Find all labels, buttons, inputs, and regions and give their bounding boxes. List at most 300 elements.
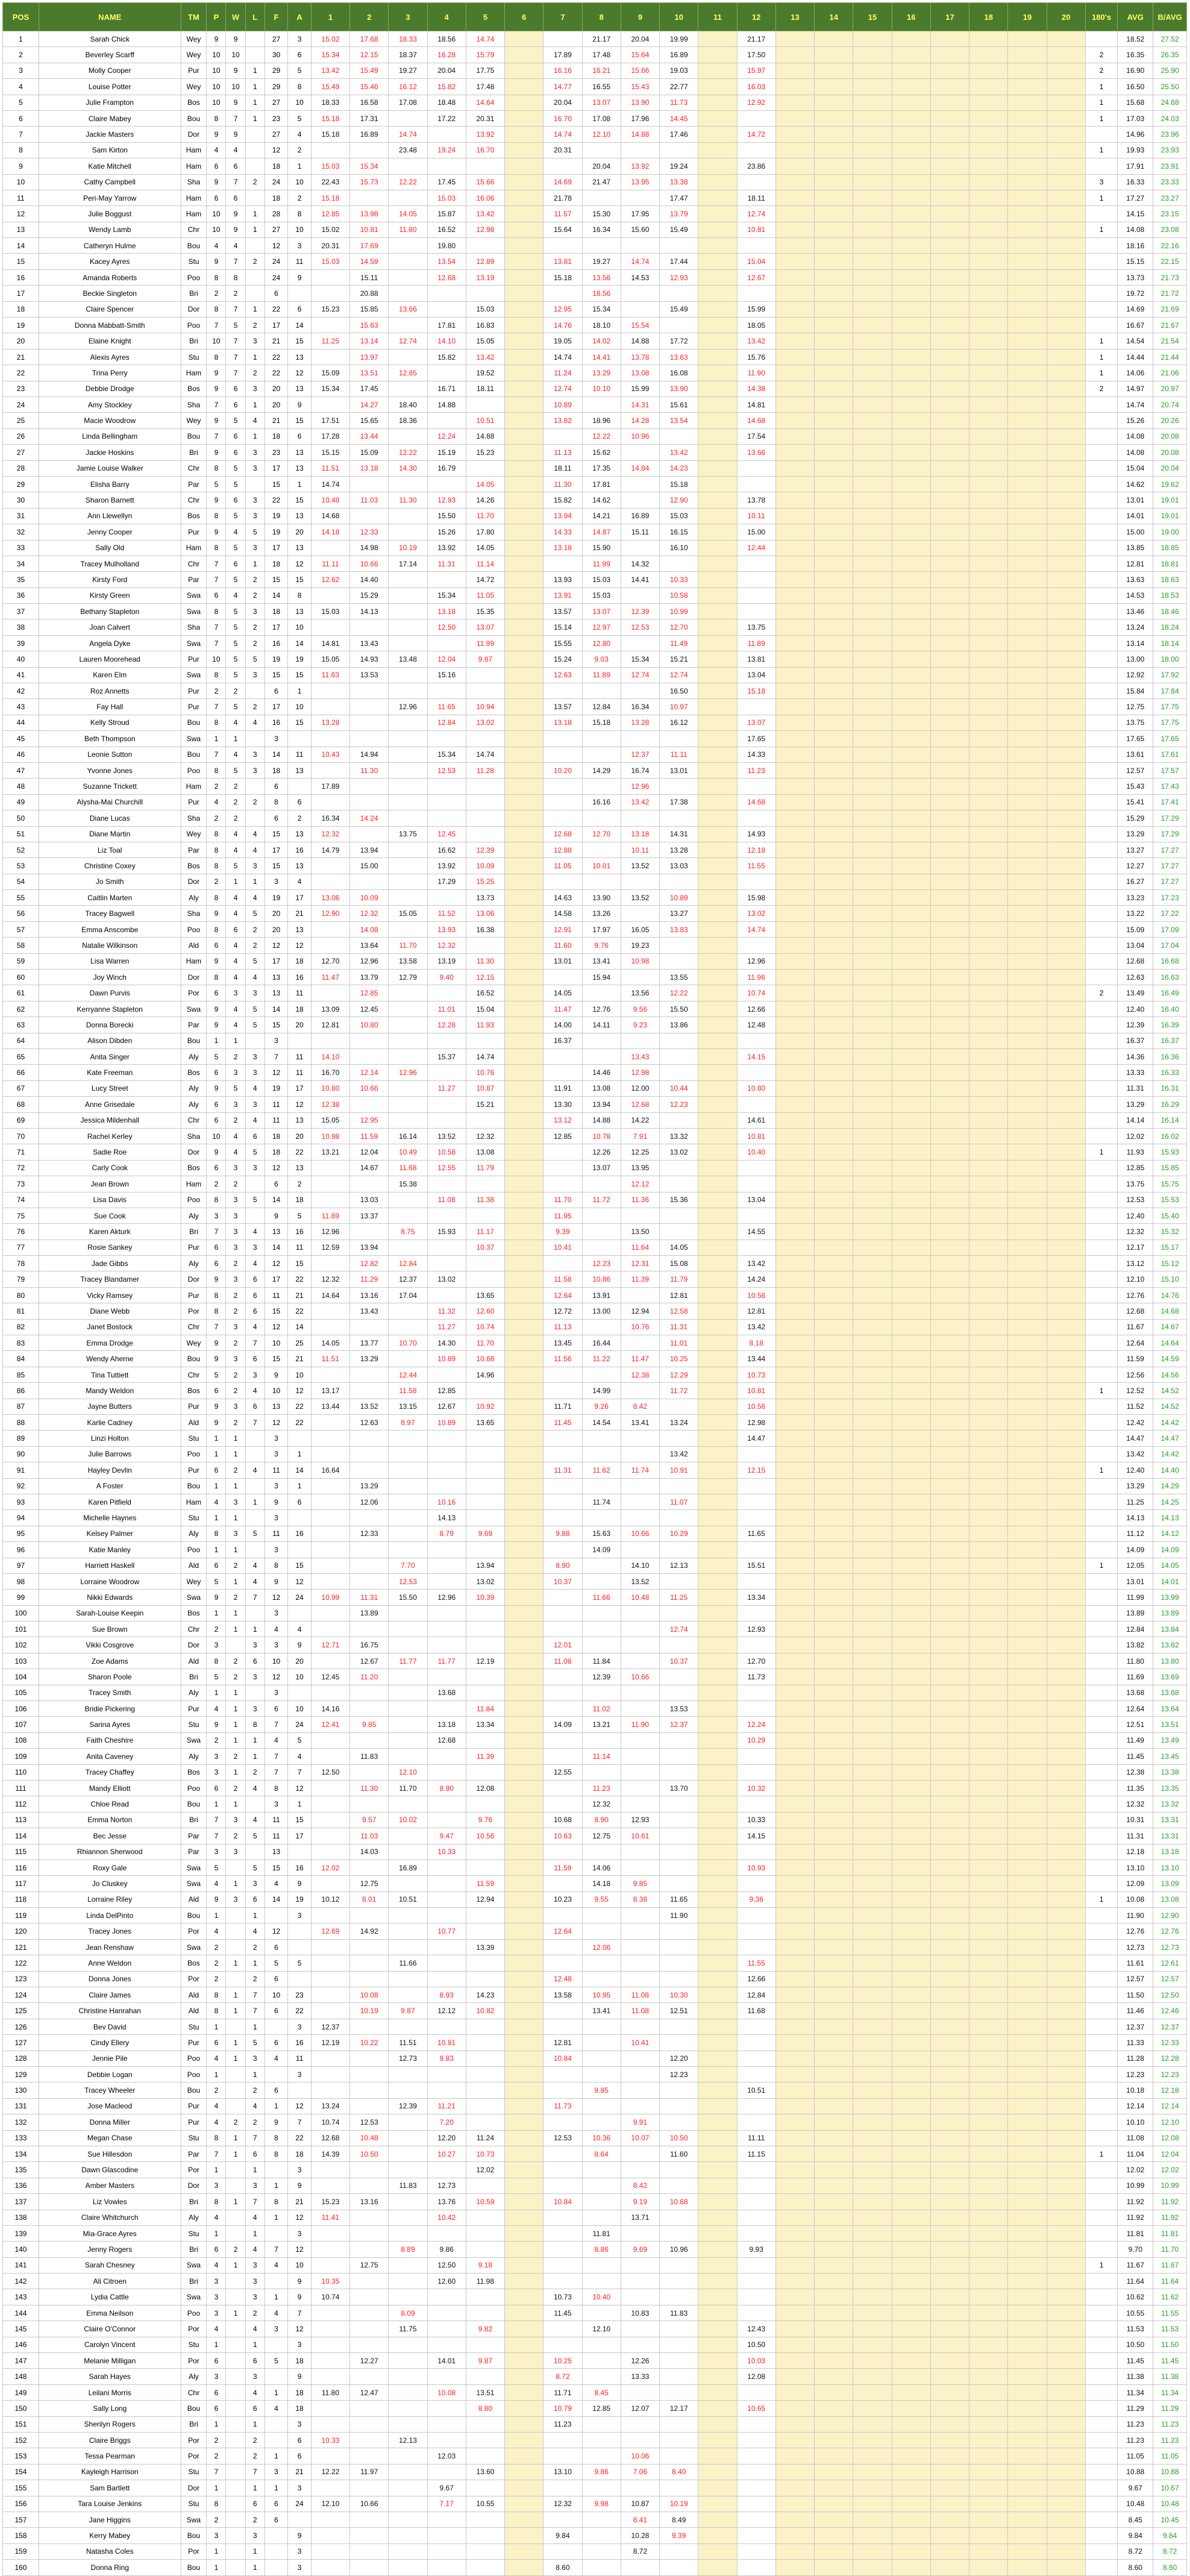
cell-week-9 (621, 1431, 659, 1446)
cell-pos: 17 (3, 286, 39, 301)
cell-a: 13 (288, 460, 312, 476)
cell-r180 (1085, 1590, 1118, 1605)
cell-bavg: 11.67 (1153, 2257, 1187, 2273)
cell-bavg: 13.31 (1153, 1812, 1187, 1828)
cell-week-20 (1047, 2289, 1085, 2305)
cell-f: 19 (265, 508, 288, 524)
cell-week-5 (466, 1764, 504, 1780)
column-header[interactable]: 14 (815, 3, 853, 31)
cell-p: 9 (207, 1590, 226, 1605)
column-header[interactable]: NAME (39, 3, 181, 31)
cell-tm: Bri (181, 2274, 207, 2289)
cell-week-20 (1047, 1097, 1085, 1112)
cell-week-16 (892, 1208, 930, 1223)
cell-l: 7 (245, 2130, 265, 2146)
cell-week-4: 13.68 (427, 1685, 466, 1700)
cell-week-11 (698, 810, 737, 826)
cell-week-13 (775, 1049, 814, 1065)
cell-week-6 (505, 286, 543, 301)
cell-week-4: 13.92 (427, 858, 466, 874)
cell-week-8: 13.07 (582, 1160, 621, 1176)
cell-p: 9 (207, 445, 226, 460)
cell-r180 (1085, 31, 1118, 47)
cell-p: 5 (207, 1573, 226, 1589)
column-header[interactable]: 2 (350, 3, 389, 31)
cell-pos: 69 (3, 1112, 39, 1128)
cell-week-1 (311, 1542, 349, 1558)
column-header[interactable]: 16 (892, 3, 930, 31)
cell-l: 3 (245, 1097, 265, 1112)
cell-week-6 (505, 1319, 543, 1335)
cell-l: 3 (245, 1876, 265, 1891)
cell-week-18 (969, 1780, 1008, 1796)
cell-week-7: 11.23 (543, 2416, 582, 2432)
cell-week-13 (775, 826, 814, 842)
cell-week-14 (815, 747, 853, 762)
cell-a: 7 (288, 1764, 312, 1780)
cell-week-1 (311, 2305, 349, 2321)
cell-week-16 (892, 428, 930, 444)
cell-week-8: 16.44 (582, 1335, 621, 1351)
cell-week-1: 12.02 (311, 1860, 349, 1875)
cell-week-9: 13.71 (621, 2210, 659, 2225)
cell-week-7: 20.04 (543, 95, 582, 110)
column-header[interactable]: 15 (853, 3, 892, 31)
cell-w: 3 (226, 1271, 245, 1287)
cell-week-3 (389, 1828, 427, 1844)
cell-week-15 (853, 2416, 892, 2432)
cell-week-3: 11.70 (389, 938, 427, 953)
cell-week-1: 12.37 (311, 2019, 349, 2034)
cell-week-4 (427, 1367, 466, 1382)
cell-week-9: 9.19 (621, 2194, 659, 2210)
cell-week-16 (892, 1256, 930, 1271)
cell-week-14 (815, 2448, 853, 2464)
cell-week-13 (775, 301, 814, 317)
cell-week-16 (892, 1239, 930, 1255)
cell-week-4 (427, 1478, 466, 1494)
cell-week-3: 18.40 (389, 396, 427, 412)
cell-week-15 (853, 1256, 892, 1271)
cell-week-5: 12.94 (466, 1891, 504, 1907)
column-header[interactable]: 5 (466, 3, 504, 31)
column-header[interactable]: A (288, 3, 312, 31)
cell-p: 6 (207, 1462, 226, 1478)
cell-week-6 (505, 1669, 543, 1685)
cell-week-16 (892, 2432, 930, 2448)
cell-week-4 (427, 1287, 466, 1303)
column-header[interactable]: 4 (427, 3, 466, 31)
column-header[interactable]: 1 (311, 3, 349, 31)
column-header[interactable]: 7 (543, 3, 582, 31)
cell-week-16 (892, 206, 930, 222)
cell-tm: Chr (181, 1112, 207, 1128)
cell-week-3 (389, 2082, 427, 2098)
cell-w: 1 (226, 1685, 245, 1700)
cell-week-11 (698, 1446, 737, 1462)
table-row (3, 2289, 1187, 2305)
column-header[interactable]: 12 (737, 3, 775, 31)
cell-week-1: 12.85 (311, 206, 349, 222)
cell-week-6 (505, 476, 543, 492)
cell-week-15 (853, 1590, 892, 1605)
cell-tm: Chr (181, 2384, 207, 2400)
cell-week-10: 19.99 (660, 31, 698, 47)
cell-tm: Pur (181, 2114, 207, 2130)
cell-week-15 (853, 1573, 892, 1589)
cell-w (226, 2225, 245, 2241)
cell-week-15 (853, 47, 892, 63)
cell-week-10 (660, 2448, 698, 2464)
cell-avg: 12.38 (1118, 1764, 1153, 1780)
cell-week-18 (969, 1526, 1008, 1541)
cell-tm: Bou (181, 1478, 207, 1494)
cell-week-16 (892, 540, 930, 556)
cell-week-3 (389, 619, 427, 635)
cell-week-8: 9.03 (582, 651, 621, 667)
cell-a: 12 (288, 556, 312, 571)
cell-week-11 (698, 858, 737, 874)
column-header[interactable]: 10 (660, 3, 698, 31)
cell-pos: 43 (3, 699, 39, 715)
cell-r180 (1085, 476, 1118, 492)
cell-week-15 (853, 1383, 892, 1399)
cell-week-20 (1047, 1558, 1085, 1573)
column-header[interactable]: 8 (582, 3, 621, 31)
cell-l: 4 (245, 1224, 265, 1239)
cell-week-5: 10.56 (466, 1828, 504, 1844)
cell-avg: 11.08 (1118, 2130, 1153, 2146)
cell-week-11 (698, 2114, 737, 2130)
cell-f: 1 (265, 2289, 288, 2305)
cell-week-4: 11.27 (427, 1319, 466, 1335)
cell-name: Karen Pitfield (39, 1494, 181, 1509)
cell-week-11 (698, 779, 737, 794)
cell-week-10: 15.03 (660, 508, 698, 524)
cell-r180 (1085, 2162, 1118, 2178)
cell-week-18 (969, 1908, 1008, 1923)
column-header[interactable]: AVG (1118, 3, 1153, 31)
cell-week-20 (1047, 2257, 1085, 2273)
cell-a: 14 (288, 635, 312, 651)
cell-week-20 (1047, 794, 1085, 810)
cell-week-8: 11.81 (582, 2225, 621, 2241)
cell-week-14 (815, 1287, 853, 1303)
cell-week-2: 13.79 (350, 970, 389, 985)
cell-week-5: 17.75 (466, 63, 504, 78)
cell-week-10: 10.68 (660, 2194, 698, 2210)
cell-week-11 (698, 269, 737, 285)
cell-r180 (1085, 301, 1118, 317)
cell-week-3 (389, 2274, 427, 2289)
cell-week-1 (311, 286, 349, 301)
cell-week-1: 12.32 (311, 1271, 349, 1287)
cell-name: Vicky Ramsey (39, 1287, 181, 1303)
column-header[interactable]: 180's (1085, 3, 1118, 31)
cell-week-2: 13.29 (350, 1351, 389, 1367)
column-header[interactable]: 17 (930, 3, 969, 31)
cell-f: 8 (265, 1558, 288, 1573)
cell-week-5 (466, 1908, 504, 1923)
cell-bavg: 15.32 (1153, 1224, 1187, 1239)
cell-week-7: 11.31 (543, 1462, 582, 1478)
cell-week-9 (621, 731, 659, 747)
cell-bavg: 16.39 (1153, 1017, 1187, 1033)
cell-week-4 (427, 2401, 466, 2416)
cell-tm: Aly (181, 890, 207, 906)
cell-week-7 (543, 2432, 582, 2448)
cell-week-10 (660, 1637, 698, 1653)
cell-a: 10 (288, 1669, 312, 1685)
cell-week-15 (853, 2401, 892, 2416)
cell-week-8: 11.22 (582, 1351, 621, 1367)
cell-r180 (1085, 1717, 1118, 1732)
column-header[interactable]: L (245, 3, 265, 31)
cell-p: 8 (207, 921, 226, 937)
cell-pos: 138 (3, 2210, 39, 2225)
cell-r180: 2 (1085, 63, 1118, 78)
cell-week-20 (1047, 1001, 1085, 1017)
cell-week-12 (737, 1637, 775, 1653)
cell-week-7: 11.47 (543, 1001, 582, 1017)
cell-avg: 12.02 (1118, 1128, 1153, 1144)
cell-week-13 (775, 1256, 814, 1271)
cell-bavg: 16.68 (1153, 953, 1187, 969)
cell-week-20 (1047, 826, 1085, 842)
cell-week-17 (930, 286, 969, 301)
cell-bavg: 14.42 (1153, 1414, 1187, 1430)
cell-r180 (1085, 1908, 1118, 1923)
cell-p: 8 (207, 970, 226, 985)
cell-w: 4 (226, 890, 245, 906)
cell-week-12: 13.81 (737, 651, 775, 667)
cell-week-8: 14.54 (582, 1414, 621, 1430)
column-header[interactable]: 18 (969, 3, 1008, 31)
cell-week-4: 11.08 (427, 1192, 466, 1208)
cell-week-20 (1047, 1176, 1085, 1192)
cell-week-4 (427, 2464, 466, 2480)
cell-week-7: 13.57 (543, 604, 582, 619)
cell-week-7: 9.39 (543, 1224, 582, 1239)
cell-week-3 (389, 2289, 427, 2305)
column-header[interactable]: POS (3, 3, 39, 31)
cell-week-8: 11.23 (582, 1780, 621, 1796)
cell-w: 5 (226, 460, 245, 476)
cell-week-2: 12.15 (350, 47, 389, 63)
table-row (3, 1065, 1187, 1080)
cell-a: 13 (288, 540, 312, 556)
cell-week-12 (737, 1510, 775, 1526)
cell-week-13 (775, 985, 814, 1001)
cell-week-15 (853, 1017, 892, 1033)
cell-avg: 16.90 (1118, 63, 1153, 78)
cell-week-9 (621, 588, 659, 603)
column-header[interactable]: 13 (775, 3, 814, 31)
cell-week-8 (582, 2178, 621, 2193)
column-header[interactable]: 19 (1008, 3, 1047, 31)
cell-f: 3 (265, 1605, 288, 1621)
cell-week-1: 10.99 (311, 1590, 349, 1605)
cell-week-7: 13.81 (543, 254, 582, 269)
cell-r180 (1085, 762, 1118, 778)
cell-name: Anita Singer (39, 1049, 181, 1065)
cell-w: 1 (226, 2194, 245, 2210)
cell-a: 6 (288, 301, 312, 317)
cell-week-12 (737, 286, 775, 301)
cell-week-14 (815, 604, 853, 619)
cell-week-7 (543, 2162, 582, 2178)
cell-week-1 (311, 2242, 349, 2257)
cell-a: 11 (288, 747, 312, 762)
cell-week-16 (892, 2369, 930, 2384)
cell-tm: Ham (181, 158, 207, 174)
cell-week-6 (505, 2098, 543, 2114)
cell-a (288, 1033, 312, 1048)
cell-week-2 (350, 2225, 389, 2241)
table-row (3, 1335, 1187, 1351)
cell-week-19 (1008, 238, 1047, 254)
cell-r180 (1085, 2194, 1118, 2210)
cell-week-3: 12.39 (389, 2098, 427, 2114)
cell-w (226, 2337, 245, 2352)
cell-week-14 (815, 1971, 853, 1987)
cell-name: Lydia Cattle (39, 2289, 181, 2305)
cell-week-17 (930, 2274, 969, 2289)
cell-week-16 (892, 2035, 930, 2051)
cell-name: Hayley Devlin (39, 1462, 181, 1478)
cell-week-6 (505, 1383, 543, 1399)
column-header[interactable]: 3 (389, 3, 427, 31)
column-header[interactable]: 11 (698, 3, 737, 31)
cell-pos: 154 (3, 2464, 39, 2480)
cell-l: 2 (245, 174, 265, 190)
cell-week-15 (853, 1891, 892, 1907)
cell-bavg: 12.23 (1153, 2067, 1187, 2082)
cell-week-6 (505, 1080, 543, 1096)
cell-p: 2 (207, 1939, 226, 1955)
cell-week-16 (892, 1176, 930, 1192)
cell-week-8: 17.08 (582, 110, 621, 126)
cell-week-12: 10.56 (737, 1399, 775, 1414)
cell-week-18 (969, 1796, 1008, 1812)
cell-bavg: 17.43 (1153, 779, 1187, 794)
cell-week-16 (892, 254, 930, 269)
cell-a: 3 (288, 2337, 312, 2352)
cell-week-10: 14.45 (660, 110, 698, 126)
cell-a: 18 (288, 2353, 312, 2369)
cell-week-1: 15.03 (311, 604, 349, 619)
cell-week-9 (621, 2067, 659, 2082)
cell-avg: 13.89 (1118, 1605, 1153, 1621)
cell-name: Joan Calvert (39, 619, 181, 635)
cell-week-7: 15.14 (543, 619, 582, 635)
cell-week-15 (853, 2210, 892, 2225)
column-header[interactable]: 9 (621, 3, 659, 31)
cell-week-17 (930, 2448, 969, 2464)
cell-week-19 (1008, 1431, 1047, 1446)
column-header[interactable]: P (207, 3, 226, 31)
cell-week-10: 10.97 (660, 699, 698, 715)
cell-week-15 (853, 747, 892, 762)
cell-week-18 (969, 1303, 1008, 1319)
cell-pos: 4 (3, 79, 39, 95)
cell-a: 25 (288, 1335, 312, 1351)
cell-pos: 85 (3, 1367, 39, 1382)
cell-name: Karen Elm (39, 667, 181, 683)
cell-bavg: 21.44 (1153, 349, 1187, 365)
cell-week-19 (1008, 953, 1047, 969)
column-header[interactable]: F (265, 3, 288, 31)
cell-week-18 (969, 1573, 1008, 1589)
cell-week-8 (582, 2067, 621, 2082)
cell-name: Anne Weldon (39, 1955, 181, 1971)
cell-week-18 (969, 715, 1008, 730)
table-row (3, 238, 1187, 254)
column-header[interactable]: 20 (1047, 3, 1085, 31)
cell-week-16 (892, 938, 930, 953)
cell-week-17 (930, 222, 969, 237)
cell-r180 (1085, 747, 1118, 762)
cell-tm: Stu (181, 254, 207, 269)
column-header[interactable]: TM (181, 3, 207, 31)
cell-week-15 (853, 1764, 892, 1780)
cell-week-15 (853, 1319, 892, 1335)
cell-week-15 (853, 31, 892, 47)
cell-week-10: 12.13 (660, 1558, 698, 1573)
table-row (3, 1812, 1187, 1828)
cell-week-19 (1008, 1112, 1047, 1128)
cell-tm: Aly (181, 1685, 207, 1700)
cell-week-18 (969, 1319, 1008, 1335)
cell-week-7: 13.93 (543, 572, 582, 588)
cell-week-16 (892, 890, 930, 906)
cell-p: 1 (207, 1478, 226, 1494)
cell-week-5 (466, 1446, 504, 1462)
cell-r180 (1085, 1446, 1118, 1462)
cell-p: 8 (207, 1987, 226, 2003)
cell-week-12 (737, 142, 775, 158)
cell-a: 3 (288, 2019, 312, 2034)
cell-a: 11 (288, 1239, 312, 1255)
table-row (3, 127, 1187, 142)
table-row (3, 2242, 1187, 2257)
cell-week-18 (969, 190, 1008, 205)
cell-name: Chloe Read (39, 1796, 181, 1812)
cell-week-19 (1008, 1844, 1047, 1860)
cell-week-17 (930, 349, 969, 365)
column-header[interactable]: W (226, 3, 245, 31)
cell-name: Tracey Blandamer (39, 1271, 181, 1287)
cell-week-8: 13.56 (582, 269, 621, 285)
cell-tm: Swa (181, 635, 207, 651)
cell-pos: 52 (3, 842, 39, 857)
cell-week-17 (930, 1908, 969, 1923)
cell-week-7: 15.82 (543, 492, 582, 508)
cell-a: 22 (288, 1271, 312, 1287)
column-header[interactable]: B/AVG (1153, 3, 1187, 31)
cell-week-9: 13.52 (621, 890, 659, 906)
table-row (3, 1446, 1187, 1462)
cell-week-5: 10.94 (466, 699, 504, 715)
cell-week-16 (892, 794, 930, 810)
cell-week-5: 18.11 (466, 381, 504, 396)
cell-a: 10 (288, 174, 312, 190)
cell-week-17 (930, 1192, 969, 1208)
cell-w: 4 (226, 238, 245, 254)
cell-week-18 (969, 413, 1008, 428)
column-header[interactable]: 6 (505, 3, 543, 31)
cell-pos: 20 (3, 333, 39, 349)
